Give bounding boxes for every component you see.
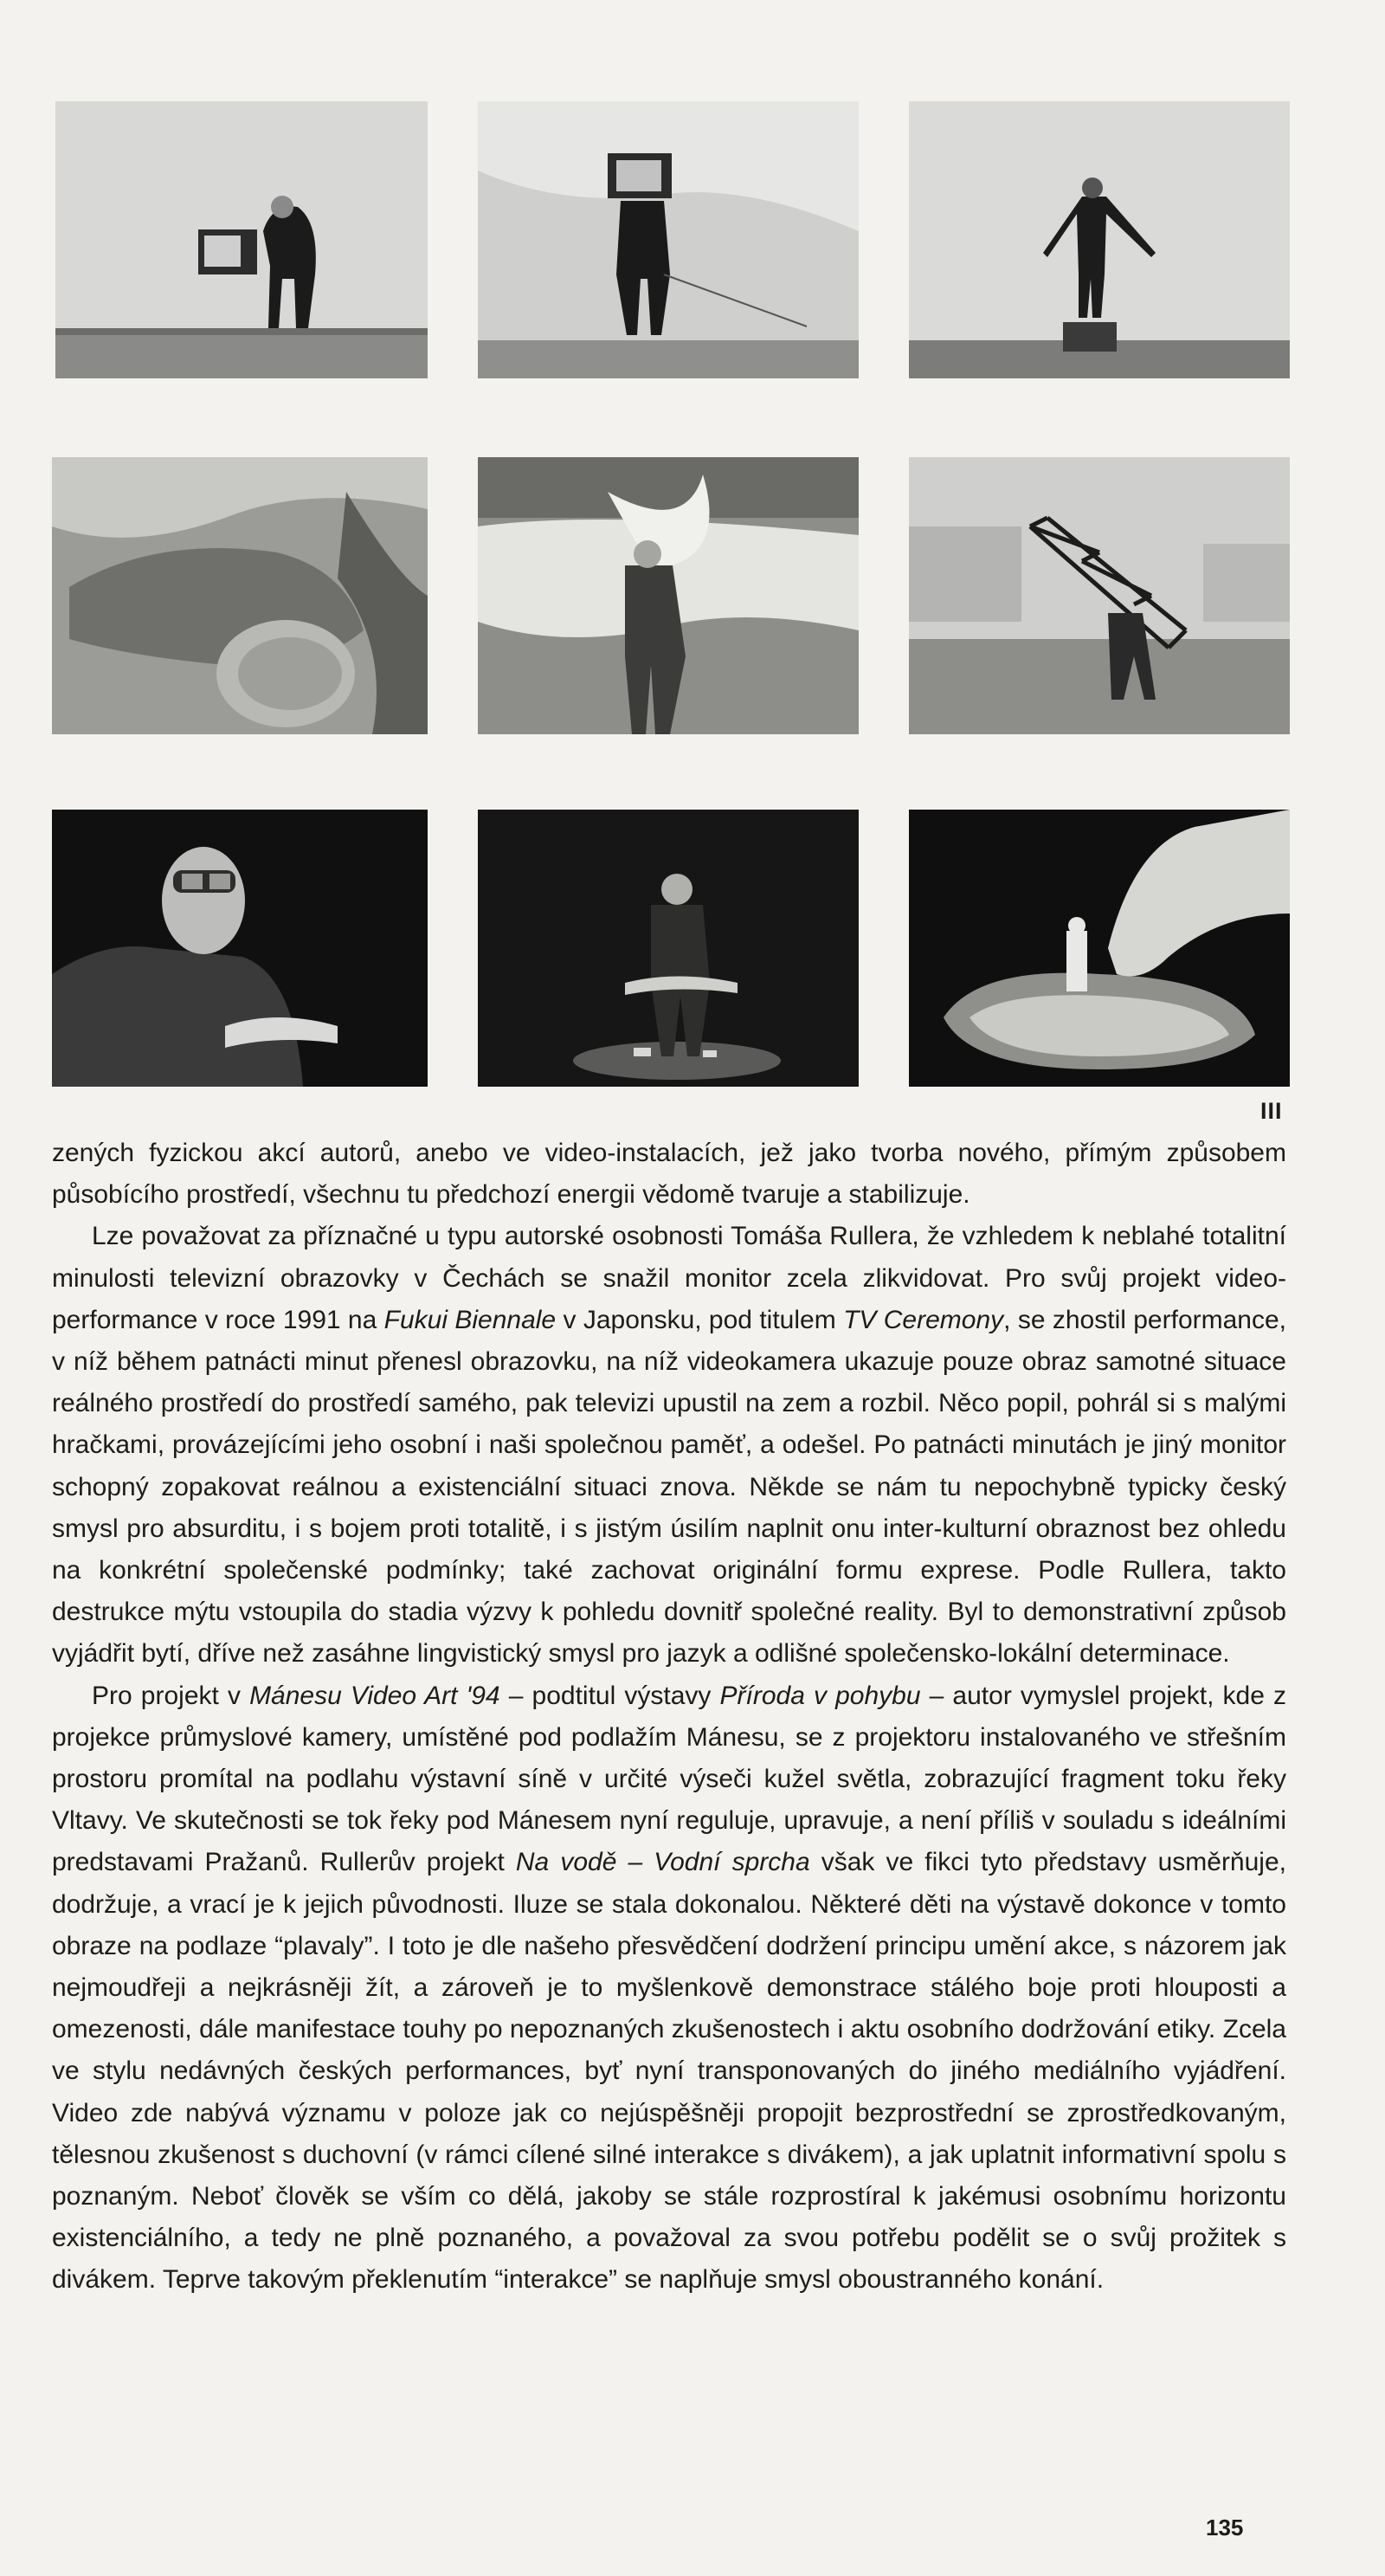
italic-title: Příroda v pohybu (719, 1681, 921, 1710)
hand-with-figurine-photo (909, 810, 1290, 1087)
text-run: v Japonsku, pod titulem (556, 1305, 844, 1334)
man-walking-by-water-photo (478, 457, 859, 734)
man-with-goggles-photo (52, 810, 428, 1087)
tv-on-head-photo (478, 101, 859, 378)
text-run: Pro projekt v (92, 1681, 250, 1710)
text-run: , se zhostil performance, v níž během patnácti minut přenesl obrazovku, na níž videokamera ukazuje pouze obraz samotné situace reálného prostředí do prostředí samého, pak televizi upustil na zem a rozbil. Něco popil, pohrál si s malými hračkami, provázejícími jeho osobní i naši společnou paměť, a odešel. Po patnácti minutách je jiný monitor schopný zopakovat reálnou a existenciální situaci znova. Někde se nám tu nepochybně typicky český smysl pro absurditu, i s bojem proti totalitě, i s jistým úsilím naplnit onu inter-kulturní obraznost bez ohledu na konkrétní společenské podmínky; také zachovat originální formu exprese. Podle Rullera, takto destrukce mýtu vstoupila do stadia výzvy k pohledu dovnitř společné reality. Byl to demonstrativní způsob vyjádřit bytí, dříve než zasáhne lingvistický smysl pro jazyk a odlišné společensko-lokální determinace. (52, 1305, 1286, 1669)
text-run: Lze považovat za příznačné u typu autorské osobnosti Tomáša Rullera, že vzhledem k neblahé totalitní minulosti televizní obrazovky v Čechách se snažil monitor zcela zlikvidovat. Pro svůj projekt video-performance v roce 1991 na (52, 1222, 1286, 1334)
text-run: – autor vymyslel projekt, kde z projekce průmyslové kamery, umístěné pod podlažím Mánesu, se z projektoru instalovaného ve střešním prostoru promítal na podlahu výstavní síně v určité výseči kužel světla, zobrazující fragment toku řeky Vltavy. Ve skutečnosti se tok řeky pod Mánesem nyní reguluje, upravuje, a není příliš v souladu s ideálními predstavami Pražanů. Rullerův projekt (52, 1681, 1286, 1877)
paragraph-manes-project (52, 1675, 1286, 2302)
text-run: – podtitul výstavy (499, 1681, 720, 1710)
man-carrying-tv-photo (55, 101, 428, 378)
italic-title: Mánesu Video Art '94 (249, 1681, 500, 1710)
man-on-dark-stage-photo (478, 810, 859, 1087)
page-number: 135 (1206, 2515, 1244, 2540)
man-with-pylon-photo (909, 457, 1290, 734)
plate-number: III (1260, 1098, 1283, 1124)
arms-outstretched-on-box-photo (909, 101, 1290, 378)
text-run: však ve fikci tyto představy usměrňuje, dodržuje, a vrací je k jejich původnosti. Iluze se stala dokonalou. Některé děti na výstavě dokonce v tomto obraze na podlaze “plavaly”. I toto je dle našeho přesvědčení dodržení principu umění akce, s názorem jak nejmoudřeji a nejkrásněji žít, a zároveň je to myšlenkově demonstrace stálého boje proti hlouposti a omezenosti, dále manifestace touhy po nepoznaných zkušenostech i aktu osobního dodržování etiky. Zcela ve stylu nedávných českých performances, byť nyní transponovaných do jiného mediálního vyjádření. Video zde nabývá významu v poloze jak co nejúspěšněji propojit bezprostřední se zprostředkovaným, tělesnou zkušenost s duchovní (v rámci cílené silné interakce s divákem), a jak uplatnit informativní spolu s poznaným. Neboť člověk se vším co dělá, jakoby se stále rozprostíral k jakémusi osobnímu horizontu existenciálního, a tedy ne plně poznaného, a považoval za svou potřebu podělit se o svůj prožitek s divákem. Teprve takovým překlenutím “interakce” se naplňuje smysl oboustranného konání. (52, 1848, 1286, 2295)
italic-title: TV Ceremony (843, 1305, 1004, 1334)
paragraph-tv-ceremony (52, 1216, 1286, 1675)
body-text (52, 1133, 1286, 2302)
paragraph-text: zených fyzickou akcí autorů, anebo ve video-instalacích, jež jako tvorba nového, přímým způsobem působícího prostředí, všechnu tu předchozí energii vědomě tvaruje a stabilizuje. (52, 1139, 1286, 1210)
italic-title: Fukui Biennale (383, 1305, 557, 1334)
paragraph-continuation (52, 1133, 1286, 1216)
face-in-mud-photo (52, 457, 428, 734)
italic-title: Na vodě – Vodní sprcha (515, 1848, 810, 1877)
